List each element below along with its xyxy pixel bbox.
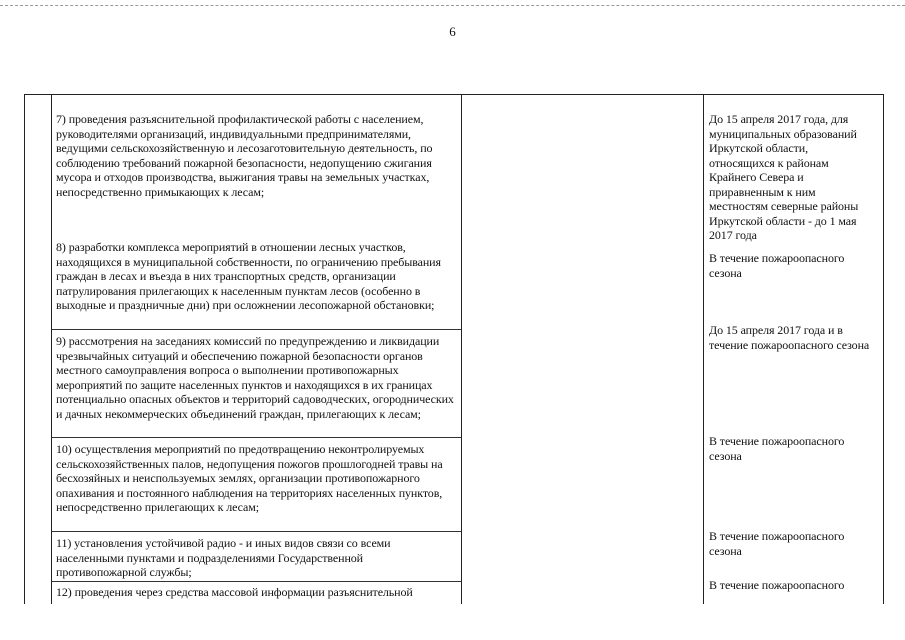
scan-top-edge (0, 5, 905, 8)
measure-separator (52, 329, 461, 330)
deadline-item-7: До 15 апреля 2017 года, для муниципальных образований Иркутской области, относящихся к районам Крайнего Севера и приравненным к ним местностям северные районы Иркутской области - до 1 мая 2017 года (709, 112, 859, 242)
column-divider-measure (461, 94, 462, 604)
measure-item-7: 7) проведения разъяснительной профилактической работы с населением, руководителями организаций, индивидуальными предпринимателями, ведущими сельскохозяйственную и лесозаготовительную деятельность, по соблюдению требований пожарной безопасности, недопущению сжигания мусора и отходов производства, выжигания травы на земельных участках, непосредственно примыкающих к лесам; (56, 112, 433, 199)
deadline-item-11: В течение пожароопасного сезона (709, 529, 845, 558)
column-divider-executor (703, 94, 704, 604)
measure-separator (52, 531, 461, 532)
deadline-item-9: До 15 апреля 2017 года и в течение пожароопасного сезона (709, 323, 870, 352)
measure-separator (52, 581, 461, 582)
measure-separator (52, 437, 461, 438)
column-divider-number (51, 94, 52, 604)
page-number: 6 (449, 24, 456, 39)
deadline-item-10: В течение пожароопасного сезона (709, 434, 845, 463)
deadline-item-8: В течение пожароопасного сезона (709, 251, 845, 280)
measure-item-8: 8) разработки комплекса мероприятий в отношении лесных участков, находящихся в муниципальной собственности, по ограничению пребывания граждан в лесах и въезда в них транспортных средств, организации патрулирования прилегающих к населенным пунктам лесов (особенно в выходные и праздничные дни) при осложнении лесопожарной обстановки; (56, 240, 441, 312)
measure-item-11: 11) установления устойчивой радио - и иных видов связи со всеми населенными пунктами и подразделениями Государственной противопожарной службы; (56, 536, 391, 579)
measure-item-12: 12) проведения через средства массовой информации разъяснительной (56, 585, 413, 599)
measure-item-9: 9) рассмотрения на заседаниях комиссий по предупреждению и ликвидации чрезвычайных ситуаций и обеспечению пожарной безопасности органов местного самоуправления вопроса о выполнении противопожарных мероприятий по защите населенных пунктов и находящихся в их границах потенциально опасных объектов и территорий садоводческих, огороднических и дачных некоммерческих объединений граждан, прилегающих к лесам; (56, 334, 454, 421)
measure-item-10: 10) осуществления мероприятий по предотвращению неконтролируемых сельскохозяйственных палов, недопущения пожогов прошлогодней травы на бесхозяйных и неиспользуемых землях, организации противопожарного опахивания и постоянного наблюдения на территориях населенных пунктов, непосредственно прилегающих к лесам; (56, 442, 443, 514)
deadline-item-12: В течение пожароопасного (709, 578, 845, 592)
